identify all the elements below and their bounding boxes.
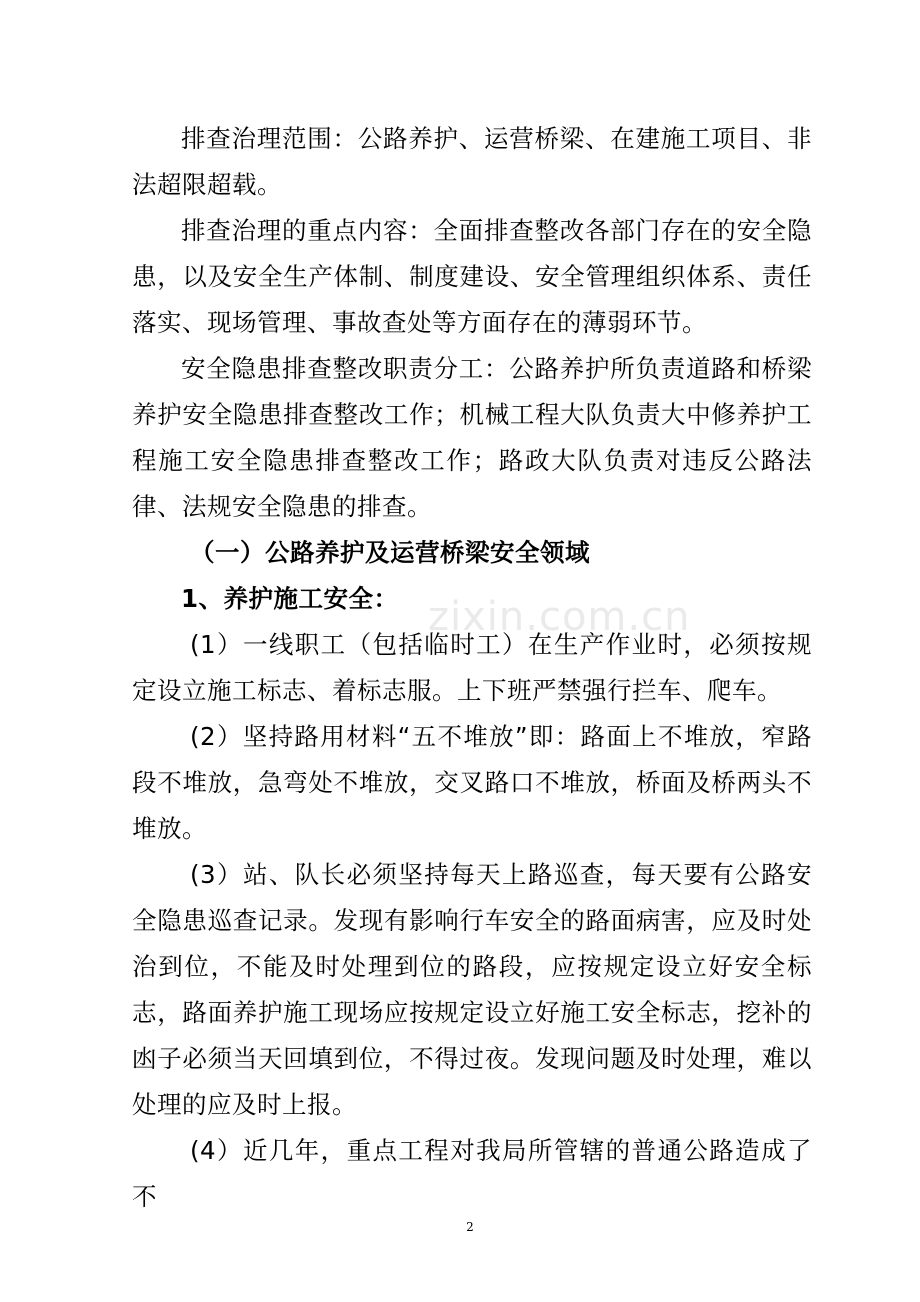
paragraph-key-content: 排查治理的重点内容：全面排查整改各部门存在的安全隐患，以及安全生产体制、制度建设、安全管理组织体系、责任落实、现场管理、事故查处等方面存在的薄弱环节。: [132, 216, 812, 337]
section-heading: （一）公路养护及运营桥梁安全领域: [190, 538, 590, 567]
list-item-2: (2）坚持路用材料“五不堆放”即：路面上不堆放，窄路段不堆放，急弯处不堆放，交叉路口不堆放，桥面及桥两头不堆放。: [132, 722, 812, 843]
list-item-3: (3）站、队长必须坚持每天上路巡查，每天要有公路安全隐患巡查记录。发现有影响行车安全的路面病害，应及时处治到位，不能及时处理到位的路段，应按规定设立好安全标志，路面养护施工现场应按规定设立好施工安全标志，挖补的凼子必须当天回填到位，不得过夜。发现问题及时处理，难以处理的应及时上报。: [132, 860, 812, 1119]
subsection-heading: 1、养护施工安全：: [181, 584, 399, 613]
page-number: 2: [466, 1220, 474, 1234]
paragraph-scope: 排查治理范围：公路养护、运营桥梁、在建施工项目、非法超限超载。: [132, 124, 812, 199]
paragraph-responsibility: 安全隐患排查整改职责分工：公路养护所负责道路和桥梁养护安全隐患排查整改工作；机械工程大队负责大中修养护工程施工安全隐患排查整改工作；路政大队负责对违反公路法律、法规安全隐患的排查。: [132, 354, 812, 521]
list-item-1: (1）一线职工（包括临时工）在生产作业时，必须按规定设立施工标志、着标志服。上下班严禁强行拦车、爬车。: [132, 630, 812, 705]
watermark: zixin.com.cn: [428, 594, 691, 640]
list-item-4: (4）近几年，重点工程对我局所管辖的普通公路造成了不: [132, 1136, 812, 1211]
